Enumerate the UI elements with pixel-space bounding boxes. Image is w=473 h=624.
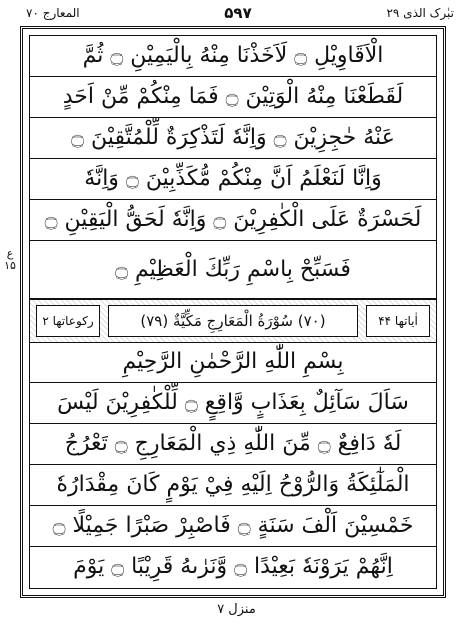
text-line: لَهٗ دَافِعٌ ۝ مِّنَ اللّٰهِ ذِي الْمَعَارِجِ ۝ تَعْرُجُ <box>30 424 436 465</box>
text-line: سَاَلَ سَآئِلٌ بِعَذَابٍ وَّاقِعٍ ۝ لِّلْكٰفِرِيْنَ لَيْسَ <box>30 383 436 424</box>
text-line: اِنَّهُمْ يَرَوْنَهٗ بَعِيْدًا ۝ وَّنَرٰىهُ قَرِيْبًا ۝ يَوْمَ <box>73 554 393 579</box>
text-line: خَمْسِيْنَ اَلْفَ سَنَةٍ ۝ فَاصْبِرْ صَبْرًا جَمِيْلًا ۝ <box>30 506 436 547</box>
page-header <box>8 4 468 26</box>
text-line: فَسَبِّحْ بِاسْمِ رَبِّكَ الْعَظِيْمِ ۝ <box>30 241 436 299</box>
manzil-footer: منزل ۷ <box>217 602 256 617</box>
page-frame <box>20 26 446 598</box>
text-line: الْمَلٰٓئِكَةُ وَالرُّوْحُ اِلَيْهِ فِيْ يَوْمٍ كَانَ مِقْدَارُهٗ <box>30 465 436 506</box>
text-area <box>29 35 437 589</box>
juz-label: تبٰرک الذی ۲۹ <box>386 6 454 20</box>
basmala: بِسْمِ اللّٰهِ الرَّحْمٰنِ الرَّحِيْمِ <box>30 342 436 383</box>
text-line: وَاِنَّا لَنَعْلَمُ اَنَّ مِنْكُمْ مُّكَذِّبِيْنَ ۝ وَاِنَّهٗ <box>30 159 436 200</box>
text-line: الْاَقَاوِيْلِ ۝ لَاَخَذْنَا مِنْهُ بِالْيَمِيْنِ ۝ ثُمَّ <box>30 36 436 77</box>
ruku-marker: ع ۱۵ <box>4 247 16 272</box>
surah-banner <box>30 299 436 343</box>
text-line: لَحَسْرَةٌ عَلَى الْكٰفِرِيْنَ ۝ وَاِنَّهٗ لَحَقُّ الْيَقِيْنِ ۝ <box>30 200 436 241</box>
page-number: ۵۹۷ <box>224 4 252 22</box>
surah-label: المعارج ۷۰ <box>26 6 80 20</box>
surah-title: (۷۰) سُوْرَةُ الْمَعَارِجِ مَكِّيَّةٌ (۷۹) <box>108 305 358 337</box>
text-line: عَنْهُ حٰجِزِيْنَ ۝ وَاِنَّهٗ لَتَذْكِرَةٌ لِّلْمُتَّقِيْنَ ۝ <box>30 118 436 159</box>
ruku-count: ركوعاتها ۲ <box>36 305 100 337</box>
text-line: لَقَطَعْنَا مِنْهُ الْوَتِيْنَ ۝ فَمَا مِنْكُمْ مِّنْ اَحَدٍ <box>30 77 436 118</box>
ayat-count: اٰياتها ۴۴ <box>366 305 430 337</box>
